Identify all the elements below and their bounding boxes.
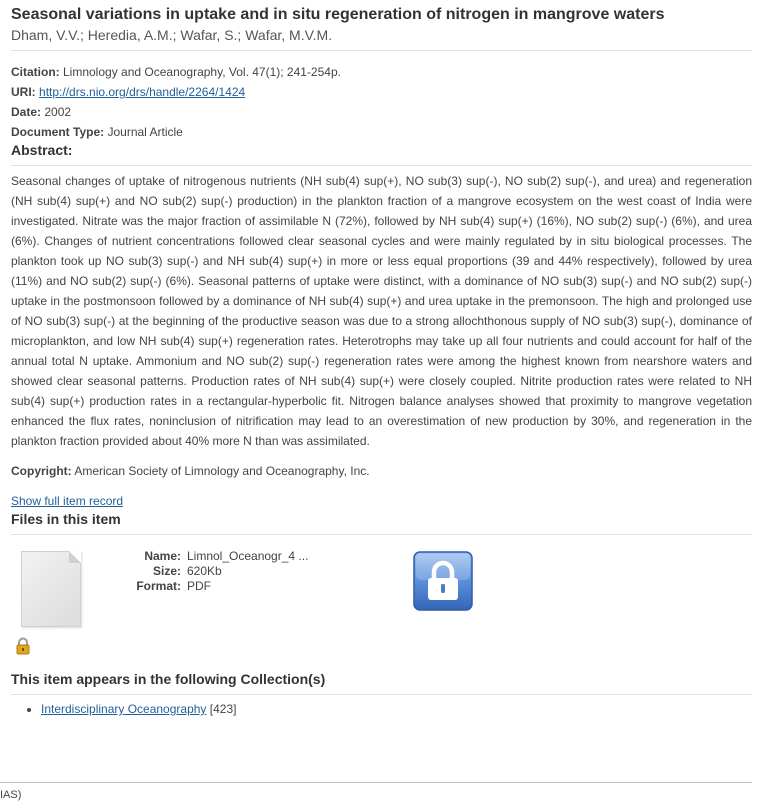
- footer-divider: [0, 782, 752, 783]
- file-info: [109, 549, 308, 594]
- title-divider: [11, 50, 752, 51]
- file-name-label: Name:: [144, 549, 181, 563]
- file-format-label: Format:: [136, 579, 181, 593]
- lock-icon: [15, 637, 31, 655]
- abstract-text: Seasonal changes of uptake of nitrogenous nutrients (NH sub(4) sup(+), NO sub(3) sup(-), NO sub(2) sup(-), and urea) and regeneration (NH sub(4) sup(+) and NO sub(2) sup(-) production) in the plankton fraction of a mangrove ecosystem on the west coast of India were investigated. Nitrate was the major fraction of assimilable N (72%), followed by NH sub(4) sup(+) (16%), NO sub(2) sup(-) (6%), and urea (6%). Changes of nutrient concentrations followed clear seasonal cycles and were mainly regulated by in situ biological processes. The plankton took up NO sub(3) sup(-) and NH sub(4) sup(+) in more or less equal proportions (39 and 44% respectively), followed by urea (11%) and NO sub(2) sup(-) (6%). Seasonal patterns of uptake were distinct, with a dominance of NO sub(3) sup(-) and NO sub(2) sup(-) uptake in the postmonsoon followed by a dominance of NH sub(4) sup(+) and urea uptake in the premonsoon. The high and prolonged use of NO sub(3) sup(-) at the beginning of the productive season was due to a strong allochthonous supply of NO sub(3) sup(-), dominance of microplankton, and low NH sub(4) sup(+) regeneration rates. Heterotrophs may take up all four nutrients and could account for half of the annual total N uptake. Ammonium and NO sub(2) sup(-) regeneration rates were among the highest known from nearshore waters and showed clear seasonal patterns. Production rates of NH sub(4) sup(+) were closely coupled. Nitrite production rates were related to NH sub(4) sup(+) production rates in a rectangular-hyperbolic fit. Nitrogen balance analyses showed that proximity to mangrove vegetation enhanced the flux rates, noninclusion of nitrification may lead to an overestimation of new production by 30%, and regeneration in the plankton fraction provided about 40% more N than was assimilated.: [11, 174, 752, 448]
- files-divider: [11, 534, 752, 535]
- collections-heading: This item appears in the following Collection(s): [11, 671, 326, 687]
- file-format-row: [109, 579, 308, 594]
- collections-list: [11, 699, 752, 719]
- date-label: Date:: [11, 105, 42, 119]
- collections-divider: [11, 694, 752, 695]
- copyright-row: [11, 461, 752, 481]
- item-authors: Dham, V.V.; Heredia, A.M.; Wafar, S.; Wafar, M.V.M.: [11, 27, 333, 43]
- full-record-row: [11, 491, 752, 511]
- collection-count: [423]: [209, 702, 237, 716]
- doctype-label: Document Type:: [11, 125, 105, 139]
- footer-text: IAS): [0, 789, 22, 801]
- item-metadata: [11, 62, 752, 142]
- citation-value: Limnology and Oceanography, Vol. 47(1); 241-254p.: [63, 65, 341, 79]
- item-title: Seasonal variations in uptake and in situ regeneration of nitrogen in mangrove waters: [11, 6, 665, 23]
- file-entry: [11, 541, 752, 671]
- restricted-access-lock-icon[interactable]: [413, 551, 473, 611]
- show-full-record-link[interactable]: Show full item record: [11, 494, 124, 508]
- abstract-heading: Abstract:: [11, 142, 73, 158]
- document-thumbnail-icon[interactable]: [21, 551, 81, 627]
- file-size-value: 620Kb: [187, 564, 222, 578]
- list-item: [41, 699, 752, 719]
- abstract-divider: [11, 165, 752, 166]
- date-value: 2002: [44, 105, 72, 119]
- file-format-value: PDF: [187, 579, 211, 593]
- file-name-row: [109, 549, 308, 564]
- uri-link[interactable]: http://drs.nio.org/drs/handle/2264/1424: [39, 85, 246, 99]
- citation-label: Citation:: [11, 65, 60, 79]
- file-size-label: Size:: [152, 564, 181, 578]
- date-row: [11, 102, 752, 122]
- uri-label: URI:: [11, 85, 36, 99]
- uri-row: [11, 82, 752, 102]
- files-heading: Files in this item: [11, 511, 121, 527]
- item-view: [11, 0, 752, 719]
- collection-link[interactable]: Interdisciplinary Oceanography: [41, 702, 207, 716]
- citation-row: [11, 62, 752, 82]
- copyright-value: American Society of Limnology and Oceanography, Inc.: [74, 464, 370, 478]
- copyright-label: Copyright:: [11, 464, 72, 478]
- doctype-value: Journal Article: [107, 125, 183, 139]
- file-name-value: Limnol_Oceanogr_4 ...: [187, 549, 309, 563]
- doctype-row: [11, 122, 752, 142]
- file-size-row: [109, 564, 308, 579]
